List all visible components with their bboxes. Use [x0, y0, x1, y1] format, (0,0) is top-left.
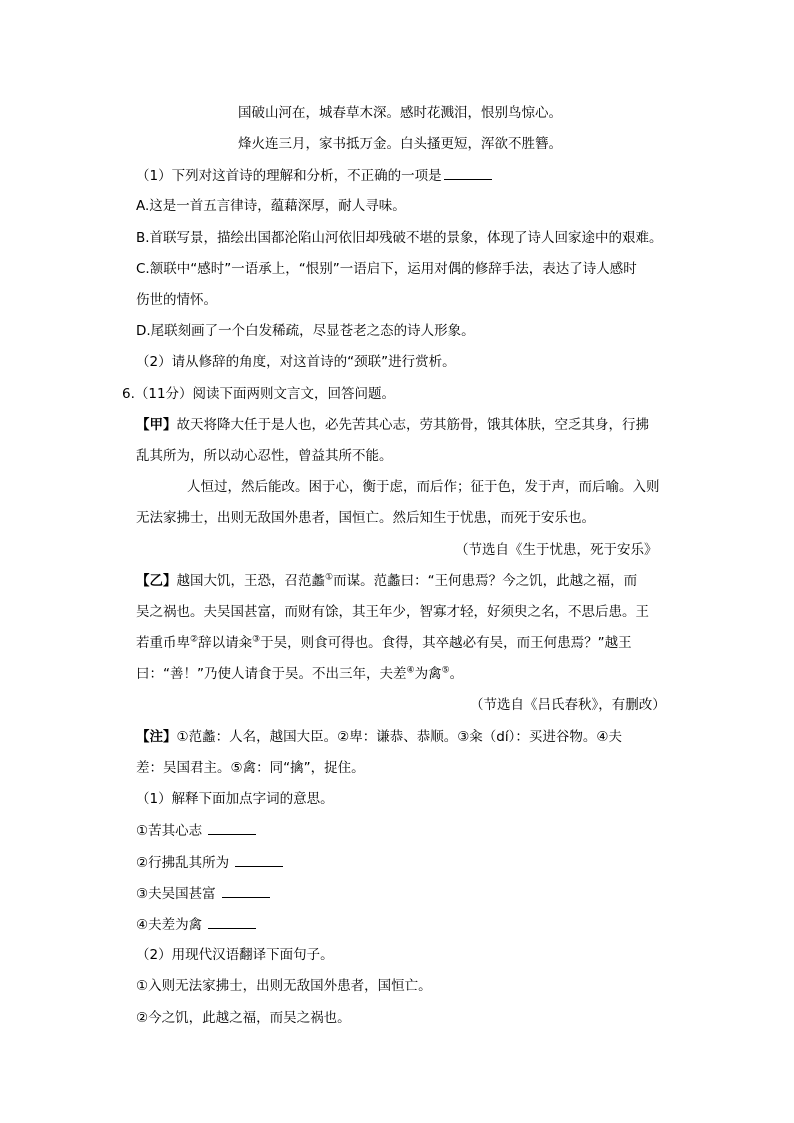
- yi-text-3a: 若重币卑: [136, 635, 190, 651]
- q5-option-c-line1: C.颔联中“感时”一语承上，“恨别”一语启下，运用对偶的修辞手法，表达了诗人感时: [136, 261, 637, 277]
- word-2-text: ②行拂乱其所为: [136, 855, 230, 871]
- q6-word-4: [136, 914, 256, 935]
- jia-label: 【甲】: [136, 417, 177, 433]
- notes-label: 【注】: [136, 729, 177, 745]
- q6-yi-line1: [136, 571, 637, 591]
- yi-label: 【乙】: [136, 573, 177, 589]
- q6-jia-source: （节选自《生于忧患，死于安乐》: [455, 542, 658, 558]
- word-1-text: ①苦其心志: [136, 823, 203, 839]
- q5-option-d: D.尾联刻画了一个白发稀疏，尽显苍老之态的诗人形象。: [136, 323, 475, 339]
- answer-blank[interactable]: [208, 914, 256, 929]
- footnote-marker-4: ④: [406, 665, 415, 676]
- answer-blank[interactable]: [444, 165, 492, 180]
- q6-stem: 6.（11分）阅读下面两则文言文，回答问题。: [122, 386, 396, 402]
- footnote-marker-3: ③: [252, 634, 261, 645]
- q5-sub2: （2）请从修辞的角度，对这首诗的“颈联”进行赏析。: [136, 354, 456, 370]
- yi-text-4b: 为禽: [414, 666, 442, 682]
- jia-text-1: 故天将降大任于是人也，必先苦其心志，劳其筋骨，饿其体肤，空乏其身，行拂: [176, 417, 649, 433]
- word-4-text: ④夫差为禽: [136, 917, 203, 933]
- q6-word-1: [136, 820, 256, 841]
- q5-sub1-stem: [136, 165, 492, 186]
- q6-notes-line1: [136, 727, 622, 747]
- yi-text-1a: 越国大饥，王恐，召范蠡: [176, 573, 325, 589]
- q6-jia-line1: [136, 415, 649, 435]
- q5-option-a: A.这是一首五言律诗，蕴藉深厚，耐人寻味。: [136, 198, 406, 214]
- q5-option-b: B.首联写景，描绘出国都沦陷山河依旧却残破不堪的景象，体现了诗人回家途中的艰难。: [136, 230, 663, 246]
- answer-blank[interactable]: [235, 852, 283, 867]
- yi-text-3c: 于吴，则食可得也。食得，其卒越必有吴，而王何患焉？”越王: [260, 635, 632, 651]
- poem-line-1: 国破山河在，城春草木深。感时花溅泪，恨别鸟惊心。: [238, 105, 562, 121]
- footnote-marker-2: ②: [190, 634, 199, 645]
- q6-yi-source: （节选自《吕氏春秋》，有删改）: [470, 697, 666, 713]
- word-3-text: ③夫吴国甚富: [136, 886, 216, 902]
- q6-yi-line3: [136, 633, 632, 653]
- q6-word-3: [136, 883, 270, 904]
- answer-blank[interactable]: [222, 883, 270, 898]
- q6-jia-line3: 人恒过，然后能改。困于心，衡于虑，而后作；征于色，发于声，而后喻。入则: [187, 479, 660, 495]
- q6-sub1: （1）解释下面加点字词的意思。: [136, 791, 334, 807]
- footnote-marker-1: ①: [325, 572, 334, 583]
- notes-text-1: ①范蠡：人名，越国大臣。②卑：谦恭、恭顺。③籴（dí）：买进谷物。④夫: [176, 729, 622, 745]
- q5-sub1-text: （1）下列对这首诗的理解和分析，不正确的一项是: [136, 168, 442, 184]
- q6-notes-line2: 差：吴国君主。⑤禽：同“擒”，捉住。: [136, 760, 365, 776]
- q6-translate-1: ①入则无法家拂士，出则无敌国外患者，国恒亡。: [136, 978, 432, 994]
- yi-text-4a: 曰：“善！”乃使人请食于吴。不出三年，夫差: [136, 666, 407, 682]
- q6-sub2: （2）用现代汉语翻译下面句子。: [136, 947, 334, 963]
- q5-option-c-line2: 伤世的情怀。: [136, 292, 217, 308]
- yi-text-1b: 而谋。范蠡曰：“王何患焉？今之饥，此越之福，而: [333, 573, 638, 589]
- q6-word-2: [136, 852, 283, 873]
- q6-yi-line2: 吴之祸也。夫吴国甚富，而财有馀，其王年少，智寡才轻，好须臾之名，不思后患。王: [136, 604, 649, 620]
- yi-text-4c: 。: [449, 666, 464, 682]
- q6-yi-line4: [136, 664, 463, 684]
- poem-line-2: 烽火连三月，家书抵万金。白头搔更短，浑欲不胜簪。: [238, 136, 562, 152]
- q6-jia-line4: 无法家拂士，出则无敌国外患者，国恒亡。然后知生于忧患，而死于安乐也。: [136, 510, 595, 526]
- answer-blank[interactable]: [208, 820, 256, 835]
- q6-translate-2: ②今之饥，此越之福，而吴之祸也。: [136, 1010, 351, 1026]
- q6-jia-line2: 乱其所为，所以动心忍性，曾益其所不能。: [136, 448, 393, 464]
- yi-text-3b: 辞以请籴: [198, 635, 253, 651]
- footnote-marker-5: ⑤: [441, 665, 450, 676]
